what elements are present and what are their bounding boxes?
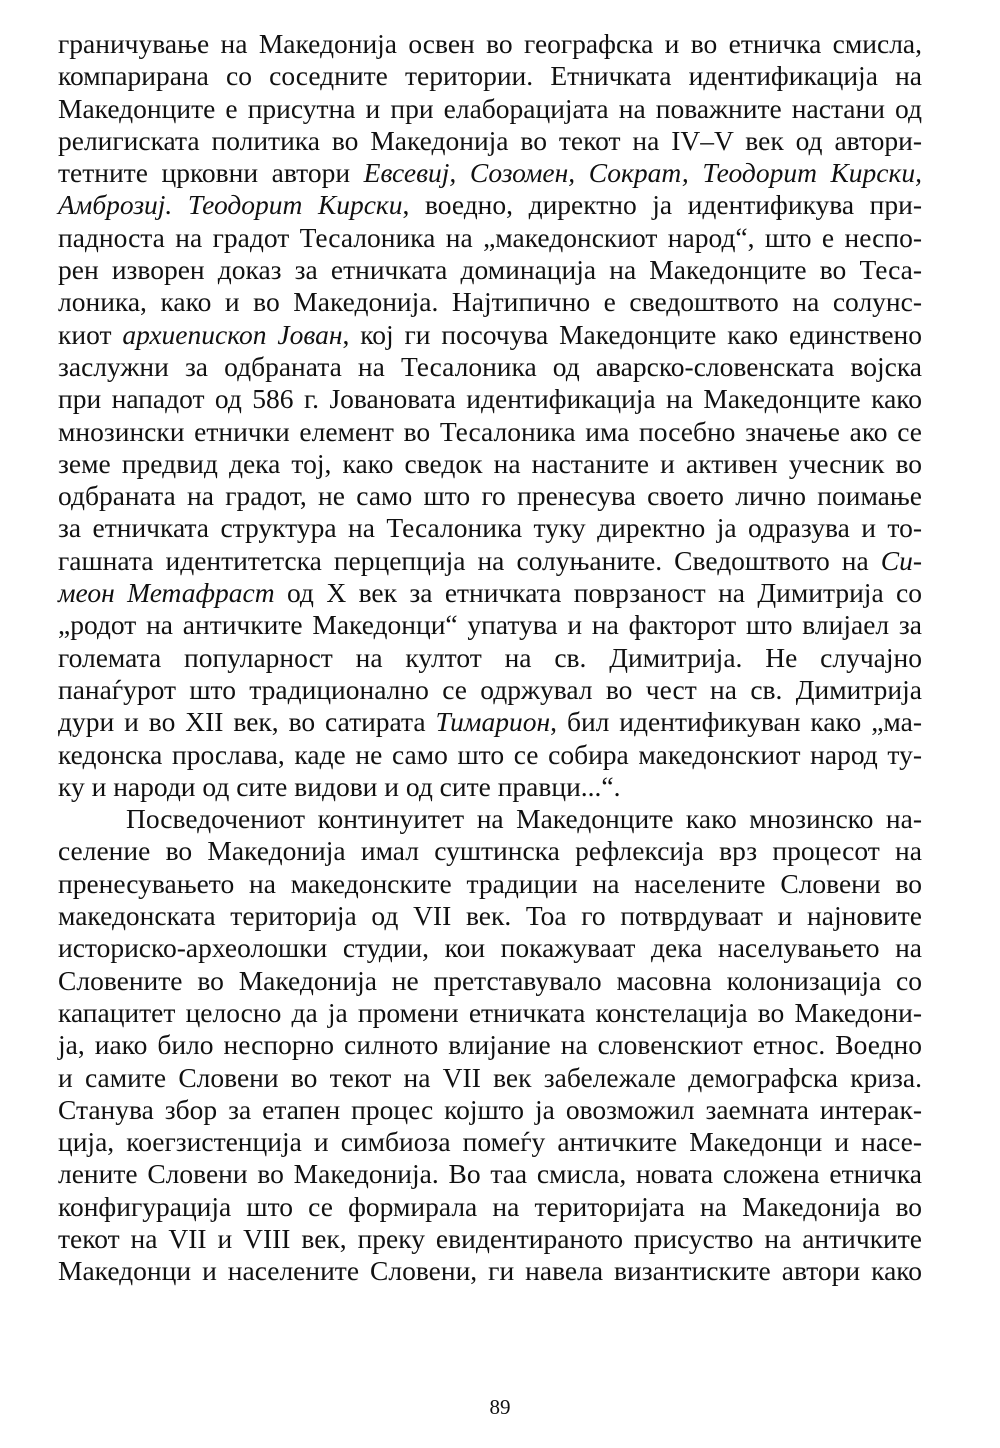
text-line [58, 286, 922, 318]
text-line [58, 932, 922, 964]
text-line [58, 997, 922, 1029]
text-segment: селение во Македонија имал суштинска рефлексија врз процесот на [58, 835, 922, 867]
text-segment: падноста на градот Тесалоника на „македонскиот народ“, што е неспо- [58, 221, 922, 253]
text-segment: панаѓурот што традиционално се одржувал во чест на св. Димитрија [58, 673, 922, 705]
text-segment: историско-археолошки студии, кои покажуваат дека населувањето на [58, 932, 922, 964]
text-segment: кедонска прослава, каде не само што се собира македонскиот народ ту- [58, 738, 922, 770]
text-line [58, 1062, 922, 1094]
text-line [58, 319, 922, 351]
text-segment: конфигурација што се формирала на територијата на Македонија во [58, 1190, 922, 1222]
text-line [58, 448, 922, 480]
italic-text: меон Метафраст [58, 577, 275, 609]
text-line [58, 222, 922, 254]
text-segment: при нападот од 586 г. Јовановата идентификација на Македонците како [58, 383, 922, 415]
text-segment: лените Словени во Македонија. Во таа смисла, новата сложена етничка [58, 1158, 922, 1190]
text-segment: лоника, како и во Македонија. Најтипично е сведоштвото на солунс- [58, 286, 922, 318]
text-line [58, 1094, 922, 1126]
text-segment: за етничката структура на Тесалоника туку директно ја одразува и то- [58, 512, 922, 544]
paragraph-2 [58, 803, 922, 1287]
text-line [58, 512, 922, 544]
text-line [58, 480, 922, 512]
text-line [58, 1223, 922, 1255]
text-segment: заслужни за одбраната на Тесалоника од аварско-словенската војска [58, 350, 922, 382]
text-segment: мнозински етнички елемент во Тесалоника има посебно значење ако се [58, 415, 922, 447]
text-segment: , воедно, директно ја идентификува при- [402, 189, 922, 221]
text-segment: рен изворен доказ за етничката доминација на Македонците во Теса- [58, 254, 922, 286]
text-segment: тетните црковни автори [58, 157, 364, 189]
text-segment: ку и народи од сите видови и од сите правци...“. [58, 770, 621, 802]
text-segment: одбраната на градот, не само што го пренесува своето лично поимање [58, 480, 922, 512]
text-line [58, 1191, 922, 1223]
text-line [58, 93, 922, 125]
text-line [58, 900, 922, 932]
text-segment: киот [58, 318, 123, 350]
italic-text: Амброзиј. Теодорит Кирски [58, 189, 403, 221]
text-line [58, 739, 922, 771]
text-segment: ја, иако било неспорно силното влијание на словенскиот етнос. Воедно [58, 1029, 922, 1061]
text-line [58, 771, 922, 803]
text-line [58, 642, 922, 674]
italic-text: Евсевиј, Созомен, Сократ, Теодорит Кирски, [363, 157, 922, 189]
text-line [58, 835, 922, 867]
text-line [58, 383, 922, 415]
text-line [58, 254, 922, 286]
text-segment: , кој ги посочува Македонците како единствено [342, 318, 922, 350]
text-segment: ција, коегзистенција и симбиоза помеѓу античките Македонци и насе- [58, 1126, 922, 1158]
text-segment: големата популарност на култот на св. Димитрија. Не случајно [58, 641, 922, 673]
text-line [58, 189, 922, 221]
text-line [58, 125, 922, 157]
page-body [58, 28, 922, 1288]
text-segment: гашната идентитетска перцепција на солуњаните. Сведоштвото на [58, 544, 881, 576]
text-segment: Македонци и населените Словени, ги навела византиските автори како [58, 1255, 922, 1287]
text-segment: од X век за етничката поврзаност на Димитрија со [274, 577, 922, 609]
paragraph-1 [58, 28, 922, 803]
text-line [58, 674, 922, 706]
text-line [58, 1029, 922, 1061]
text-segment: Словените во Македонија не претставувало масовна колонизација со [58, 964, 922, 996]
text-segment: , бил идентификуван како „ма- [550, 706, 922, 738]
text-segment: религиската политика во Македонија во текот на IV–V век од автори- [58, 124, 922, 156]
text-segment: компарирана со соседните територии. Етничката идентификација на [58, 60, 922, 92]
text-line [58, 1158, 922, 1190]
italic-text: Тимарион [435, 706, 551, 738]
text-segment: земе предвид дека тој, како сведок на настаните и активен учесник во [58, 447, 922, 479]
text-segment: текот на VII и VIII век, преку евидентираното присуство на античките [58, 1222, 922, 1254]
text-segment: капацитет целосно да ја промени етничката констелација во Македони- [58, 996, 922, 1028]
text-line [58, 157, 922, 189]
text-line [58, 351, 922, 383]
text-line [58, 965, 922, 997]
text-line [58, 60, 922, 92]
text-segment: Станува збор за етапен процес којшто ја овозможил заемната интерак- [58, 1093, 922, 1125]
text-line [58, 545, 922, 577]
text-segment: Македонците е присутна и при елаборацијата на поважните настани од [58, 92, 922, 124]
text-segment: граничување на Македонија освен во географска и во етничка смисла, [58, 28, 922, 59]
text-line [58, 609, 922, 641]
text-segment: и самите Словени во текот на VII век забележале демографска криза. [58, 1061, 922, 1093]
text-line [58, 416, 922, 448]
text-line [58, 28, 922, 60]
text-line [58, 868, 922, 900]
page-number: 89 [489, 1395, 511, 1419]
text-line [58, 803, 922, 835]
italic-text: архиепископ Јован [122, 318, 343, 350]
text-segment: „родот на античките Македонци“ упатува и на факторот што влијаел за [58, 609, 922, 641]
text-segment: дури и во XII век, во сатирата [58, 706, 436, 738]
text-line [58, 577, 922, 609]
text-segment: Посведочениот континуитет на Македонците како мнозинско на- [126, 803, 922, 835]
text-line [58, 1255, 922, 1287]
text-segment: пренесувањето на македонските традиции на населените Словени во [58, 867, 922, 899]
text-line [58, 706, 922, 738]
italic-text: Си- [880, 544, 922, 576]
text-line [58, 1126, 922, 1158]
text-segment: македонската територија од VII век. Тоа го потврдуваат и најновите [58, 900, 922, 932]
